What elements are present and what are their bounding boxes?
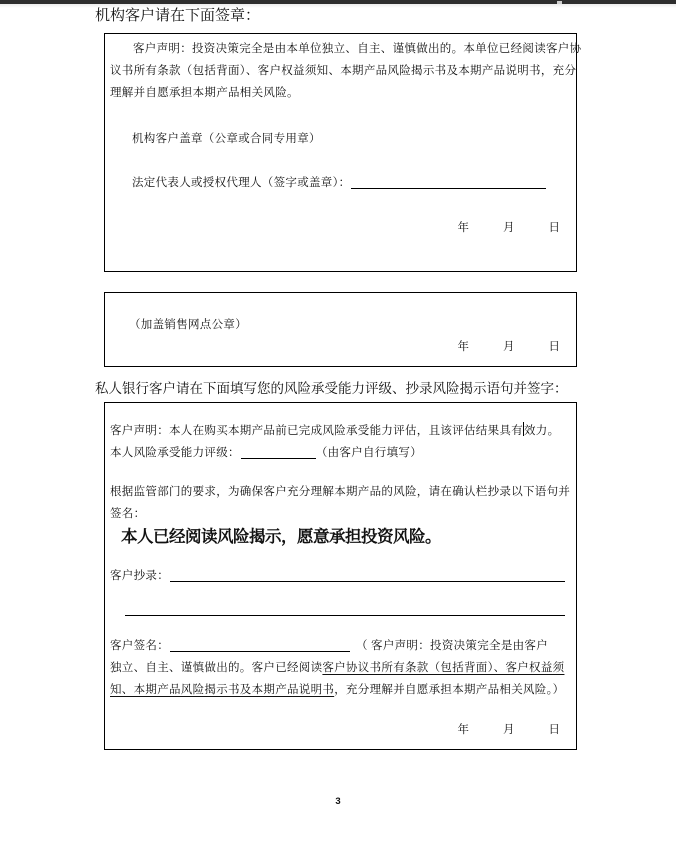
text-segment: （由客户自行填写） xyxy=(315,447,423,459)
text-segment: 客户签名： xyxy=(110,640,169,652)
legal-rep-signature-blank[interactable] xyxy=(351,175,546,189)
date-row xyxy=(110,336,572,358)
text-line: 理解并自愿承担本期产品相关风险。 xyxy=(110,87,299,99)
private-banking-section-label: 私人银行客户请在下面填写您的风险承受能力评级、抄录风险揭示语句并签字： xyxy=(95,381,568,396)
sales-outlet-stamp-box xyxy=(104,292,577,367)
text-line xyxy=(110,679,572,701)
legal-rep-signature-line xyxy=(110,172,572,194)
institutional-signature-box xyxy=(104,33,582,272)
date-month-label: 月 xyxy=(503,341,515,353)
date-day-label: 日 xyxy=(548,341,560,353)
text-segment: 法定代表人或授权代理人（签字或盖章）： xyxy=(132,177,351,189)
risk-acknowledgement-statement: 本人已经阅读风险揭示，愿意承担投资风险。 xyxy=(121,527,441,546)
date-day-label: 日 xyxy=(548,724,560,736)
text-segment: 客户声明：本人在购买本期产品前已完成风险承受能力评估，且该评估结果具有 xyxy=(110,425,523,437)
client-copy-blank-line2[interactable] xyxy=(125,602,565,616)
risk-rating-blank[interactable] xyxy=(241,445,316,459)
institutional-section-label: 机构客户请在下面签章： xyxy=(95,8,261,24)
text-line xyxy=(110,635,572,657)
text-line: 根据监管部门的要求，为确保客户充分理解本期产品的风险，请在确认栏抄录以下语句并 xyxy=(110,486,571,498)
text-line: 签名： xyxy=(110,508,146,520)
date-year-label: 年 xyxy=(457,222,469,234)
institutional-declaration xyxy=(110,38,582,104)
client-signature-blank[interactable] xyxy=(170,638,350,652)
text-segment: 本人风险承受能力评级： xyxy=(110,447,240,459)
text-segment: ，充分理解并自愿承担本期产品相关风险。） xyxy=(334,684,565,696)
text-segment: （ 客户声明：投资决策完全是由客户 xyxy=(350,640,549,652)
client-copy-line xyxy=(110,565,572,587)
client-signature-paragraph xyxy=(110,635,572,701)
client-copy-blank[interactable] xyxy=(170,568,565,582)
risk-rating-line xyxy=(110,442,572,464)
date-year-label: 年 xyxy=(457,341,469,353)
text-segment: 客户抄录： xyxy=(110,570,169,582)
date-row xyxy=(110,719,572,741)
date-row xyxy=(110,217,572,239)
client-copy-second-line xyxy=(124,599,572,621)
underlined-text: 知、本期产品风险揭示书及本期产品说明书 xyxy=(110,684,335,696)
date-month-label: 月 xyxy=(503,724,515,736)
personal-declaration-line xyxy=(110,420,572,442)
institutional-stamp-label: 机构客户盖章（公章或合同专用章） xyxy=(132,133,321,145)
text-line xyxy=(110,657,572,679)
text-line: 议书所有条款（包括背面）、客户权益须知、本期产品风险揭示书及本期产品说明书，充分 xyxy=(110,65,577,77)
regulator-instruction xyxy=(110,481,572,525)
date-month-label: 月 xyxy=(503,222,515,234)
private-banking-signature-box xyxy=(104,402,577,750)
text-segment: 独立、自主、谨慎做出的。客户已经阅读 xyxy=(110,662,323,674)
text-segment: 效力。 xyxy=(524,425,560,437)
sales-outlet-stamp-label: （加盖销售网点公章） xyxy=(129,319,247,331)
underlined-text: 客户协议书所有条款（包括背面）、客户权益须 xyxy=(322,662,565,674)
date-year-label: 年 xyxy=(457,724,469,736)
page-number: 3 xyxy=(335,796,341,807)
date-day-label: 日 xyxy=(548,222,560,234)
text-line: 客户声明：投资决策完全是由本单位独立、自主、谨慎做出的。本单位已经阅读客户协 xyxy=(133,43,582,55)
